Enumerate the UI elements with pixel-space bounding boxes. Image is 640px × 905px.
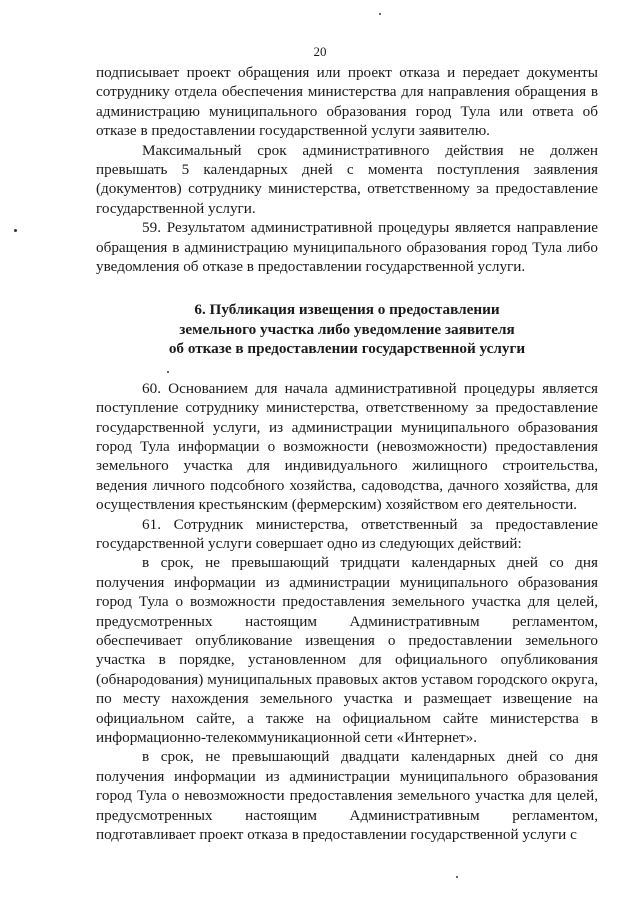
paragraph-60: 60. Основанием для начала административной процедуры является поступление сотруднику министерства, ответственному за предоставление государственной услуги, из администрации муниципального образования город Тула информации о возможности (невозможности) предоставления земельного участка для индивидуального жилищного строительства, ведения личного подсобного хозяйства, садоводства, дачного хозяйства, для осуществления крестьянским (фермерским) хозяйством его деятельности. bbox=[96, 379, 598, 514]
scan-speck bbox=[379, 13, 381, 15]
paragraph-61-option-2: в срок, не превышающий двадцати календарных дней со дня получения информации из администрации муниципального образования город Тула о невозможности предоставления земельного участка для целей, предусмотренных настоящим Административным регламентом, подготавливает проект отказа в предоставлении государственной услуги с bbox=[96, 748, 598, 844]
scan-speck bbox=[456, 876, 458, 878]
paragraph-continuation: подписывает проект обращения или проект отказа и передает документы сотруднику отдела обеспечения министерства для направления обращения в администрацию муниципального образования город Тула или ответа об отказе в предоставлении государственной услуги заявителю. bbox=[96, 64, 598, 140]
scan-speck bbox=[167, 371, 169, 373]
section-heading-line-3: об отказе в предоставлении государственной услуги bbox=[168, 340, 526, 358]
page-number: 20 bbox=[313, 44, 327, 59]
section-heading-line-1: 6. Публикация извещения о предоставлении bbox=[194, 301, 500, 319]
paragraph-59: 59. Результатом административной процедуры является направление обращения в администрацию муниципального образования город Тула либо уведомления об отказе в предоставлении государственной услуги. bbox=[96, 219, 598, 276]
section-heading bbox=[96, 300, 598, 358]
section-heading-line-2: земельного участка либо уведомление заявителя bbox=[179, 320, 515, 338]
scan-speck bbox=[14, 229, 17, 232]
paragraph-max-term: Максимальный срок административного действия не должен превышать 5 календарных дней с момента поступления заявления (документов) сотруднику министерства, ответственному за предоставление государственной услуги. bbox=[96, 141, 598, 217]
paragraph-61: 61. Сотрудник министерства, ответственный за предоставление государственной услуги совершает одно из следующих действий: bbox=[96, 515, 598, 552]
document-body bbox=[96, 63, 598, 844]
paragraph-61-option-1: в срок, не превышающий тридцати календарных дней со дня получения информации из администрации муниципального образования город Тула о возможности предоставления земельного участка для целей, предусмотренных настоящим Административным регламентом, обеспечивает опубликование извещения о предоставлении земельного участка в порядке, установленном для официального опубликования (обнародования) муниципальных правовых актов уставом городского округа, по месту нахождения земельного участка и размещает извещение на официальном сайте, а также на официальном сайте министерства в информационно-телекоммуникационной сети «Интернет». bbox=[96, 554, 598, 746]
